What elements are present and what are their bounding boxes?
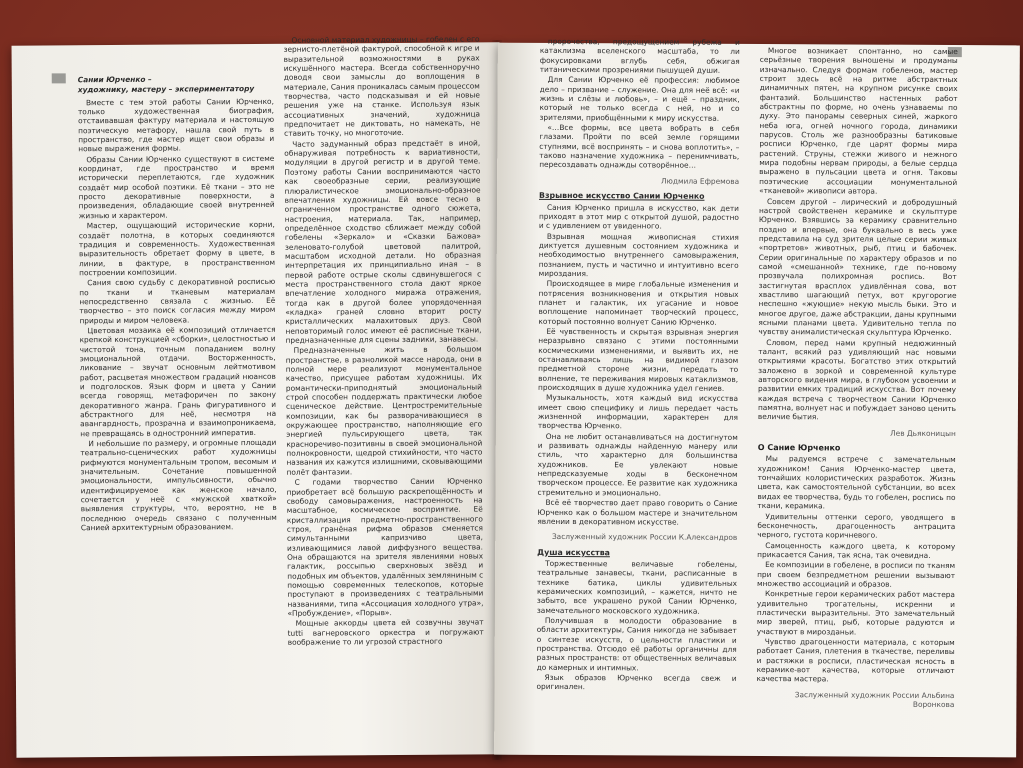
left-column-2 (283, 34, 483, 648)
signature: Заслуженный художник России К.Александров (551, 532, 738, 543)
paragraph: Совсем другой – лирический и добродушный настрой свойственен керамике и скульптуре Юрченко. Взявшись за керамику сравнительно поздно и впервые, она буквально в весь уже представила на суд зрителя целые серии живых «портретов» животных, рыб, птиц и бабочек. Серии оригинальные по характеру образов и по самой «смешанной» технике, где по-новому прозвучала полихромная роспись. Вот застигнутая врасплох удивлённая сова, вот хвастливо шагающий петух, вот кругорогие неспешно «жующие» некую мысль быки. Это и многое другое, даже абстракции, даны крупными ясными планами цвета. Удивительно тепла по чувству анималистическая скульптура Юрченко. (758, 196, 958, 338)
paragraph: Мы радуемся встрече с замечательным художником! Сания Юрченко-мастер цвета, тончайших колористических разработок. Жизнь цвета, как самостоятельной субстанции, во всех видах ее творчества, будь то гобелен, роспись по ткани, керамика. (757, 454, 956, 511)
right-column-2 (756, 46, 957, 715)
paragraph: Мастер, ощущающий исторические корни, создаёт полотна, в которых соединяются традиция и современность. Художественная выразительность обретает форму в цвете, в линии, в фактуре, в пространственном построении композиции. (78, 220, 276, 278)
paragraph: Ее композиции в гобелене, в росписи по тканям при своем безпредметном решении вызывают множество ассоциаций и образов. (757, 560, 956, 589)
article-subtitle: художнику, мастеру – экспериментатору (77, 84, 255, 95)
paragraph: Удивительны оттенки серого, уводящего в бесконечность, драгоценность антрацита черного, густота коричневого. (757, 511, 956, 540)
paragraph: Язык образов Юрченко всегда свеж и оригинален. (536, 672, 737, 692)
paragraph: Самоценность каждого цвета, к которому прикасается Сания, так ясна, так очевидна. (757, 540, 956, 560)
article-title: Сании Юрченко – (77, 74, 152, 85)
paragraph: Её чувственность и скрытая взрывная энергия неразрывно связано с этими постоянными космическими изменениями, и выявить их, не останавливаясь лишь на видимой глазом предметной стороне жизни, передать то волнение, те переживания мировых катаклизмов, происходящих в душе художника удел гениев. (538, 326, 739, 393)
left-column-1 (78, 74, 277, 534)
paragraph: Часто задуманный образ предстаёт в иной, обнаруживая потребность к вариативности, модуляции в другой регистр и в другой теме. Поэтому работы Сании воспринимаются часто как своеобразные серии, реализующие плюралистическое эмоционально-образное впечатления художницы. Ей вовсе тесно в ограниченном пространстве одного сюжета, настроения, материала. Так, например, определённое сходство сближает между собой гобелены «Зеркало» и «Сказки Бажова» зеленовато-голубой цветовой палитрой, масштабом исходной детали. Но образная интерпретация их принципиально иная – в первой работе острые сколы сдвинувшегося с места пространственного стола дают яркое впечатление холодного миража отражения, тогда как в другой более упорядоченная «кладка» граней словно вторит росту кристаллических малахитовых друз. Свой неповторимый голос имеют её расписные ткани, предназначенные для сцены задники, занавесы. (284, 138, 482, 345)
section-heading: О Сание Юрченко (757, 443, 841, 453)
paragraph: Чувство драгоценности материала, с которым работает Сания, плетения в ткачестве, переливы и растяжки в росписи, пластическая ясность в керамике-вот качества, которые отличают качества мастера. (756, 637, 955, 684)
paragraph: Цветовая мозаика её композиций отличается крепкой конструкцией «сборки», целостностью и чистотой тона, точным попаданием волну эмоциональной отдачи. Восторженность, ликование – звучат основным лейтмотивом работ, расцветая множеством градаций нюансов и подголосков. Язык форм и цвета у Сании всегда говорящ, метафоричен по закону декоративного жанра. Грань фигуративного и абстрактного для неё, несмотря на авангардность, прозрачна и взаимопроникаема, не превращаясь в одностронний императив. (79, 324, 277, 438)
paragraph: Происходящее в мире глобальные изменения и потрясения возникновения и открытия новых планет и галактик, их угасание и новое воплощение напоминает творческий процесс, который постоянно волнует Санию Юрченко. (538, 279, 739, 327)
paragraph: Основной материал художницы – гобелен с его зернисто-плетёной фактурой, способной к игре и выразительной возможностями в руках искушённого мастера. Всегда собственноручно доводя свои замыслы до воплощения в материале, Сания проникалась самым процессом творчества, часто подсказывая и ей новые решения уже на станке. Используя язык ассоциативных значений, художница предпочитает не диктовать, но намекать, не ставить точку, но многоточие. (283, 34, 481, 139)
paragraph: Мощные аккорды цвета ей созвучны звучат tutti вагнеровского оркестра и погружают воображение то ли угрозой страстного (287, 617, 484, 647)
left-page-number (52, 73, 66, 83)
paragraph: Она не любит останавливаться на достигнутом и развивать однажды найденную манеру или стиль, что характерно для большинства художников. Ее увлекают новые непредсказуемые ходы в бесконечном творческом процессе. Ее развитие как художника стремительно и эмоционально. (537, 431, 738, 498)
paragraph: пророчества, предощущением рубежа и катаклизма вселенского масштаба, то ли фокусировками вглубь себя, обжигая титаническими прозрениями пышущей души. (539, 36, 740, 75)
section-heading: Душа искусства (537, 547, 610, 557)
paragraph: Словом, перед нами крупный недюжинный талант, всякий раз удивляющий нас новыми открытиями красоты. Богатство этих открытий заложено в зоркой и современной культуре авторского видения мира, в глубоком усвоении и развитии емких традиций искусства. Вот почему каждая встреча с творчеством Сании Юрченко памятна, волнует нас и побуждает заново ценить величие бытия. (757, 337, 957, 422)
paragraph: Вместе с тем этой работы Сании Юрченко, только художественная биография, отстаивавшая фактуру материала и настоящую поэтическую метафору, нашла свой путь в пространство, где мастер ищет свои образы и новые выражения формы. (77, 96, 275, 154)
paragraph: Музыкальность, хотя каждый вид искусства имеет свою специфику и лишь передает часть жизненной информации, характерен для творчества Юрченко. (537, 393, 739, 431)
paragraph: Сания свою судьбу с декоративной росписью по ткани и тканевым материалам непосредственно связала с жизнью. Её творчество – это поиск согласия между миром природы и миром человека. (79, 277, 276, 325)
paragraph: И небольшие по размеру, и огромные площади театрально-сценических работ художницы рифмуются монументальным тропом, весомым и значительным. Сочетание повышенной эмоциональности, импульсивности, обычно идентифицируемое как женское начало, сочетается у неё с «мужской хваткой» выявления структуры, что, вероятно, не в последнюю очередь связано с полученным Санией архитектурным образованием. (80, 437, 277, 533)
paragraph: Взрывная мощная живописная стихия диктуется душевным состоянием художника и необходимостью внутреннего самовыражения, познанием, пусть и частично и интуитивно всего мироздания. (538, 231, 739, 279)
paragraph: Многое возникает спонтанно, но самые серьёзные творения выношены и продуманы изначально. Следуя формам гобеленов, мастер строит здесь всё на ритме абстрактных динамичных пятен, на крупном рисунке своих фантазий. Большинство настенных работ абстрактны по форме, но очень узнаваемы по духу. Это панорамы северных синей, жаркого неба юга, огней ночного города, динамики парусов. Столь же разнообразны батиковые росписи Юрченко, где царят формы мира растений. Струны, стежки живого и нежного мира подобны нервам природы, а белые сердца выражено в пульсации цвета и огня. Таковы поэтические ассоциации монументальной «тканевой» живописи автора. (759, 46, 958, 196)
paragraph: Получившая в молодости образование в области архитектуры, Сания никогда не забывает о синтезе искусств, о цельности пластики и пространства. Отсюдо её работы органичны для разных пространств: от общественных величавых до камерных и интимных. (536, 615, 737, 673)
section-heading: Взрывное искусство Сании Юрченко (539, 191, 705, 201)
paragraph: «…Все формы, все цвета вобрать в себя глазами. Пройти по всей земле горящими ступнями, всё воспринять – и снова воплотить», – таково назначение художника – перенимчивать, пересоздавать однажды сотворённое… (539, 122, 740, 171)
paragraph: Предназначенные жить в большом пространстве, в разноликой массе народа, они в полной мере реализуют монументальное качество, присущее работам художницы. Их романтически-приподнятый эмоциональный строй способен поддержать практически любое сценическое действие. Центростремительные композиции, как бы разворачивающиеся в окружающее пространство, наполняющие его энергией пульсирующего цвета, так красноречиво-позитивны в своей эмоциональной полнокровности, щедрой стихийности, что часто названия их кажутся излишними, сковывающими полёт фантазии. (285, 344, 483, 477)
paragraph: Сания Юрченко пришла в искусство, как дети приходят в этот мир с открытой душой, радостно и с удивлением от увиденного. (538, 202, 740, 231)
paragraph: Образы Сании Юрченко существуют в системе координат, где пространство и время исторически переплетаются, где художник создаёт мир особой поэтики. Её ткани – это не просто декоративные поверхности, а произведения, обладающие своей внутренней жизнью и характером. (78, 153, 275, 221)
right-page (494, 36, 1020, 758)
paragraph: Для Сании Юрченко её профессия: любимое дело – призвание – служение. Она для неё всё: «и жизнь и слёзы и любовь», – и ещё – праздник, который не только всегда с ней, но и со зрителями, приобщёнными к миру искусства. (539, 75, 740, 123)
right-column-1 (536, 37, 739, 694)
signature: Заслуженный художник России Альбина Воронкова (794, 689, 955, 710)
paragraph: Торжественные величавые гобелены, театральные занавесы, ткани, расписанные в технике батика, циклы удивительных керамических композиций, – кажется, ничто не забыто, все украшено рукой Сании Юрченко, замечательного московского художника. (536, 558, 738, 616)
paragraph: Конкретные герои керамических работ мастера удивительно трогательны, искренни и пластически выразительны. Это замечательный мир зверей, птиц, рыб, которые радуются и участвуют в мирозданьи. (756, 589, 956, 637)
signature: Людмила Ефремова (661, 176, 740, 186)
signature: Лев Дьяконицын (890, 428, 956, 438)
paragraph: С годами творчество Сании Юрченко приобретает всё большую раскрепощённость и свободу самовыражения, настроенность на масштабное, космическое восприятие. Её кристаллизация предметно-пространственного строя, гранёная рифма образов сменяется симультанными капризчиво цвета, изливающимися лавой диффузного вещества. Она обращаются на зрителя явлениями новых галактик, россыпью сверхновых звёзд и подобных им объектов, удалённых земляниным с помощью современных телескопов, которые проступают в произведениях с театральными названиями, типа «Ассоциация холодного утра», «Пробуждение», «Порыв». (286, 476, 484, 618)
left-page (12, 34, 505, 757)
paragraph: Всё её творчество дает право говорить о Сание Юрченко как о большом мастере и значительном явлении в декоративном искусстве. (537, 498, 738, 527)
